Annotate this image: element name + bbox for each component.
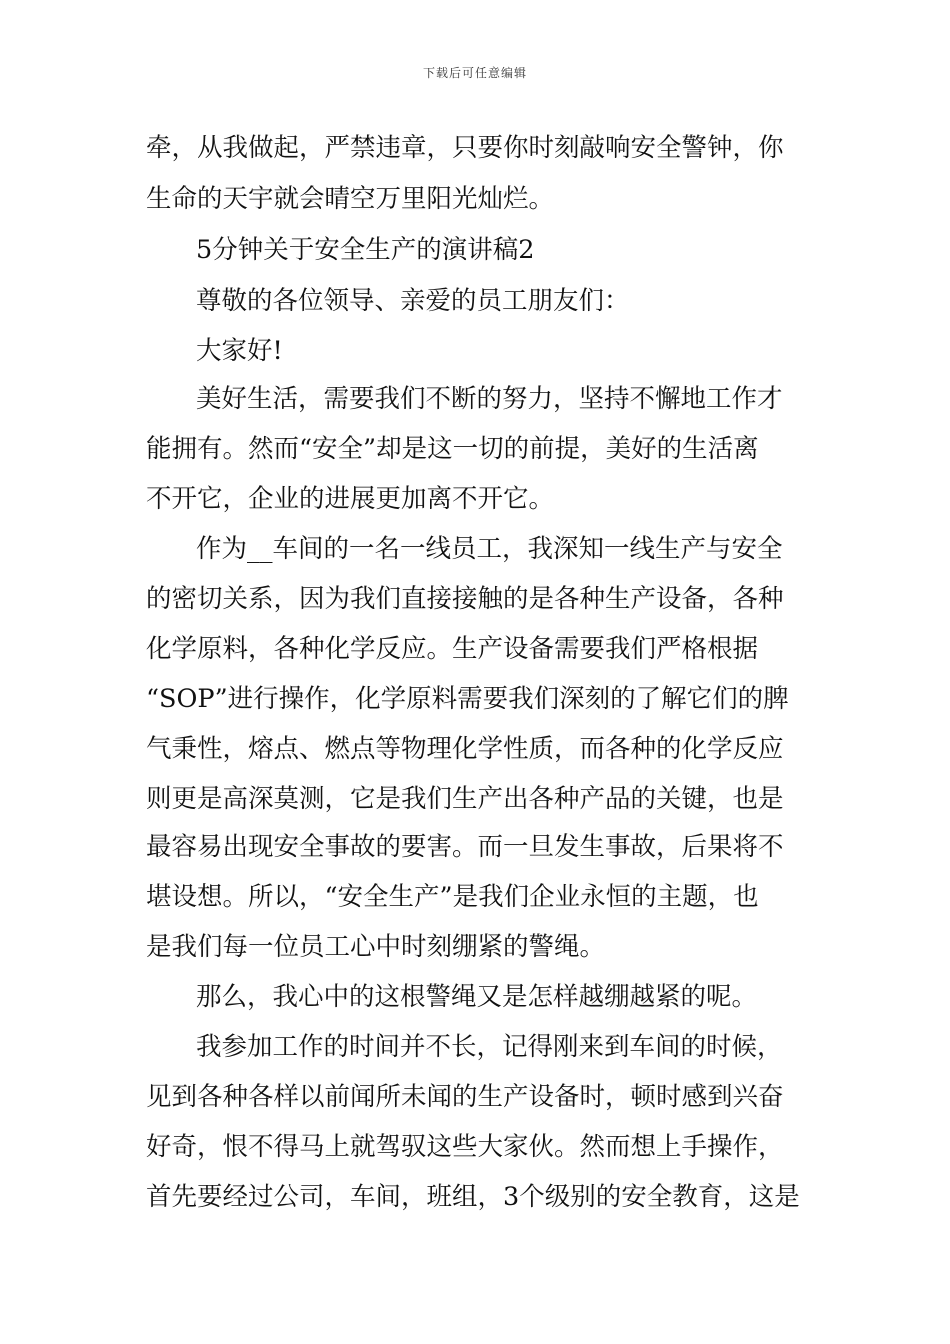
text-line: 见到各种各样以前闻所未闻的生产设备时，顿时感到兴奋 (146, 1082, 784, 1112)
text-line: 大家好! (196, 336, 283, 366)
text-line: 牵，从我做起，严禁违章，只要你时刻敲响安全警钟，你 (146, 133, 784, 163)
text-line: 则更是高深莫测，它是我们生产出各种产品的关键，也是 (146, 784, 784, 814)
text-line: 是我们每一位员工心中时刻绷紧的警绳。 (146, 932, 606, 962)
text-line: “SOP”进行操作，化学原料需要我们深刻的了解它们的脾 (146, 684, 789, 714)
text-line: 作为__车间的一名一线员工，我深知一线生产与安全 (196, 534, 783, 564)
text-line: 气秉性，熔点、燃点等物理化学性质，而各种的化学反应 (146, 734, 784, 764)
text-line: 的密切关系，因为我们直接接触的是各种生产设备，各种 (146, 584, 784, 614)
text-line: 生命的天宇就会晴空万里阳光灿烂。 (146, 184, 555, 214)
text-line: 化学原料，各种化学反应。生产设备需要我们严格根据 (146, 634, 759, 664)
text-line: 美好生活，需要我们不断的努力，坚持不懈地工作才 (196, 384, 783, 414)
page-header: 下载后可任意编辑 (422, 66, 527, 80)
text-line: 好奇，恨不得马上就驾驭这些大家伙。然而想上手操作， (146, 1132, 784, 1162)
text-line: 我参加工作的时间并不长，记得刚来到车间的时候， (196, 1032, 783, 1062)
text-line: 最容易出现安全事故的要害。而一旦发生事故，后果将不 (146, 832, 784, 862)
text-line: 首先要经过公司，车间，班组，3个级别的安全教育，这是 (146, 1182, 800, 1212)
text-line: 能拥有。然而“安全”却是这一切的前提，美好的生活离 (146, 434, 759, 464)
text-line: 不开它，企业的进展更加离不开它。 (146, 484, 555, 514)
text-line: 堪设想。所以，“安全生产”是我们企业永恒的主题，也 (146, 882, 759, 912)
section-title: 5分钟关于安全生产的演讲稿2 (196, 235, 535, 265)
text-line: 那么，我心中的这根警绳又是怎样越绷越紧的呢。 (196, 982, 758, 1012)
text-line: 尊敬的各位领导、亲爱的员工朋友们： (196, 286, 630, 316)
